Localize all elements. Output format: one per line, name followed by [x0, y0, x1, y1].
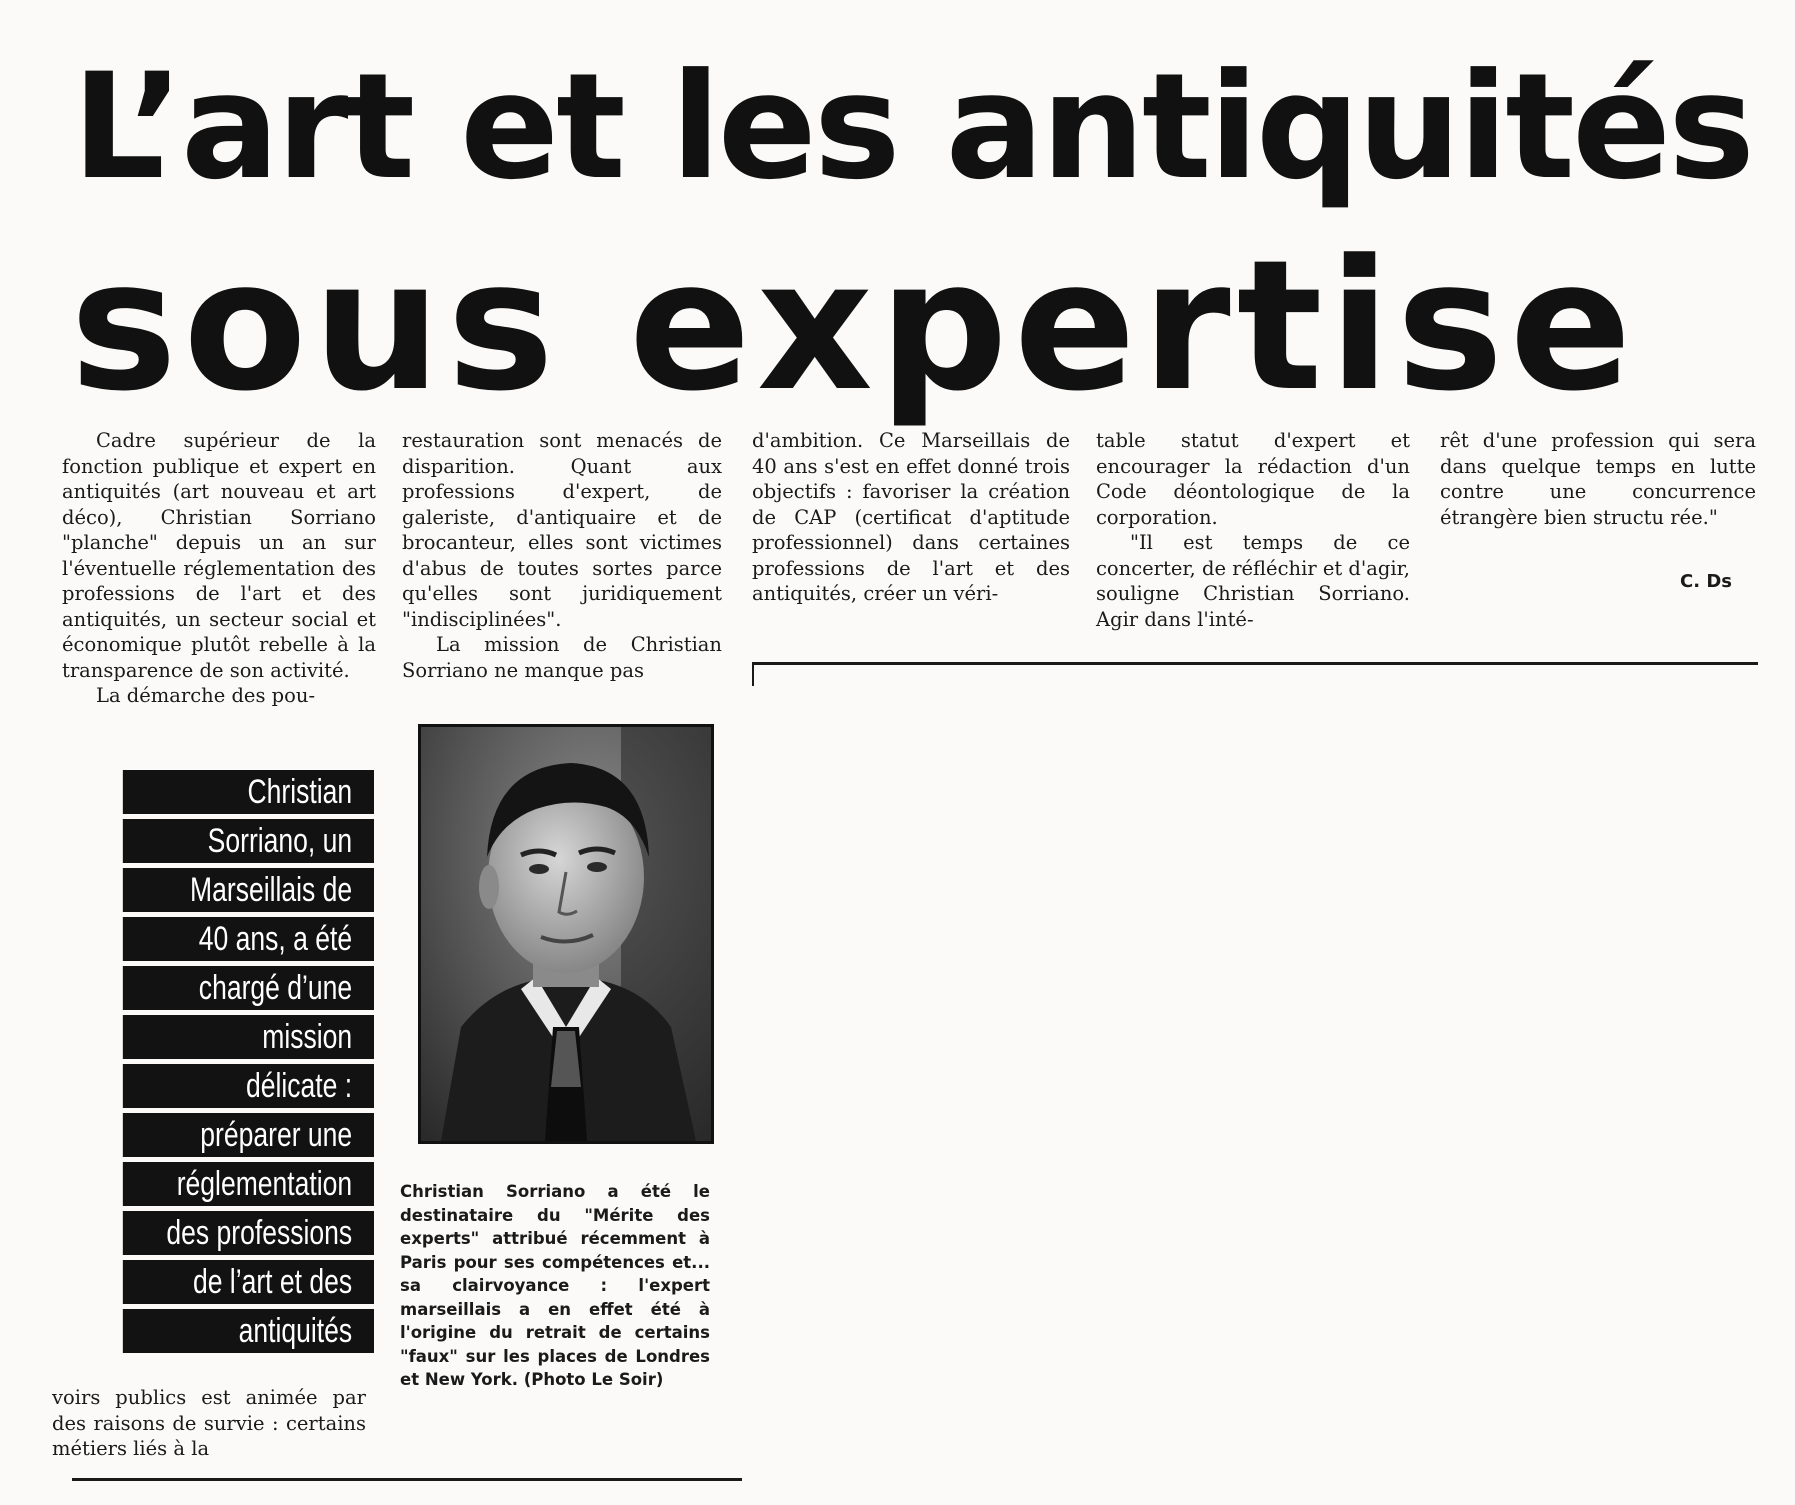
- article-paragraph: Cadre supérieur de la fonction publique et expert en antiquités (art nouveau et art déco), Christian Sorriano "planche" depuis un an sur l'éventuelle réglementation des professions de l'art et des antiquités, un secteur social et économique plutôt rebelle à la transparence de son activité.: [62, 429, 376, 682]
- headline-line-1: L’art et les antiquités: [72, 42, 1753, 212]
- pull-quote-line: de l’art et des: [123, 1260, 374, 1304]
- horizontal-rule: [72, 1478, 742, 1481]
- pull-quote-line: des professions: [123, 1211, 374, 1255]
- pull-quote-line: préparer une: [123, 1113, 374, 1157]
- pull-quote: [52, 770, 374, 1358]
- portrait-photo: [418, 724, 714, 1144]
- pull-quote-line: Sorriano, un: [123, 819, 374, 863]
- article-column-3: [752, 428, 1070, 607]
- article-paragraph: La démarche des pou-: [96, 684, 316, 707]
- pull-quote-line: antiquités: [123, 1309, 374, 1353]
- photo-caption: Christian Sorriano a été le destinataire du "Mérite des experts" attribué récemment à Paris pour ses compétences et... sa clairvoyance : l'expert marseillais a en effet été à l'origine du retrait de certains "faux" sur les places de Londres et New York. (Photo Le Soir): [400, 1182, 710, 1389]
- article-paragraph: table statut d'expert et encourager la rédaction d'un Code déontologique de la corporation.: [1096, 429, 1410, 529]
- portrait-illustration: [421, 727, 711, 1141]
- article-paragraph: voirs publics est animée par des raisons de survie : certains métiers liés à la: [52, 1386, 366, 1460]
- headline-line-2: sous expertise: [70, 222, 1638, 431]
- article-paragraph: rêt d'une profession qui sera dans quelque temps en lutte contre une concurrence étrangère bien structu rée.": [1440, 429, 1756, 529]
- article-paragraph: La mission de Christian Sorriano ne manque pas: [402, 633, 722, 682]
- pull-quote-line: délicate :: [123, 1064, 374, 1108]
- pull-quote-line: Marseillais de: [123, 868, 374, 912]
- horizontal-rule: [752, 662, 1758, 665]
- pull-quote-line: mission: [123, 1015, 374, 1059]
- vertical-rule: [752, 662, 754, 686]
- article-column-4: [1096, 428, 1410, 632]
- article-paragraph: "Il est temps de ce concerter, de réfléchir et d'agir, souligne Christian Sorriano. Agir dans l'inté-: [1096, 531, 1410, 631]
- article-column-5: [1440, 428, 1756, 530]
- article-column-1: [62, 428, 376, 709]
- article-column-1-continued: [52, 1385, 366, 1462]
- pull-quote-line: Christian: [123, 770, 374, 814]
- author-signature: C. Ds: [1680, 571, 1732, 592]
- pull-quote-line: réglementation: [123, 1162, 374, 1206]
- pull-quote-line: chargé d’une: [123, 966, 374, 1010]
- article-paragraph: restauration sont menacés de disparition. Quant aux professions d'expert, de galeriste, d'antiquaire et de brocanteur, elles sont victimes d'abus de toutes sortes parce qu'elles sont juridiquement "indisciplinées".: [402, 429, 722, 631]
- pull-quote-line: 40 ans, a été: [123, 917, 374, 961]
- article-column-2: [402, 428, 722, 683]
- article-paragraph: d'ambition. Ce Marseillais de 40 ans s'est en effet donné trois objectifs : favoriser la création de CAP (certificat d'aptitude professionnel) dans certaines professions de l'art et des antiquités, créer un véri-: [752, 429, 1070, 605]
